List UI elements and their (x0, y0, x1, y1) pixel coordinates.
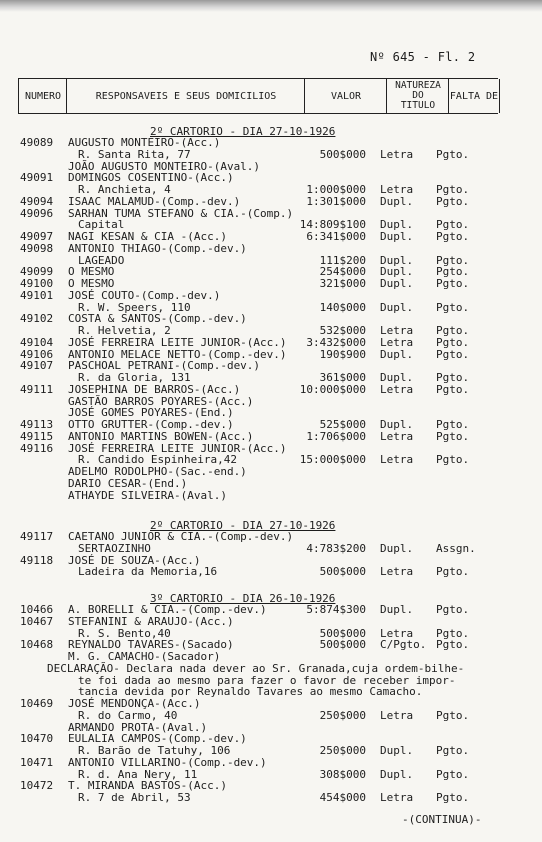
entry-number: 10471 (20, 755, 54, 769)
entry-nature: Dupl. (380, 347, 414, 361)
entry-description: O MESMO (68, 277, 115, 290)
entry-description: JOSEPHINA DE BARROS-(Acc.) (68, 382, 241, 396)
entry-reason: Pgto. (436, 418, 470, 431)
entry-reason: Pgto. (436, 347, 470, 361)
entry-number: 49107 (20, 359, 54, 373)
entry-reason: Pgto. (436, 194, 470, 208)
entry-nature: Dupl. (380, 767, 414, 781)
entry-reason: Pgto. (436, 603, 470, 616)
entry-reason: Pgto. (436, 371, 470, 384)
entry-reason: Pgto. (436, 218, 470, 232)
entry-nature: Letra (380, 626, 414, 640)
entry-description: AUGUSTO MONTEIRO-(Acc.) (68, 136, 221, 149)
entry-value: 3:432$000 (306, 335, 366, 349)
entry-description: JOÃO AUGUSTO MONTEIRO-(Aval.) (68, 159, 261, 173)
entry-description: JOSÉ GOMES POYARES-(End.) (68, 406, 234, 420)
entry-value: 6:341$000 (306, 230, 366, 243)
entry-description: O MESMO (68, 265, 115, 279)
entry-nature: Dupl. (380, 265, 414, 279)
entry-value: 250$000 (319, 744, 366, 757)
entry-number: 49104 (20, 335, 54, 349)
entry-number: 49115 (20, 429, 54, 443)
entry-value: 500$000 (319, 626, 366, 640)
entry-nature: Dupl. (380, 300, 414, 314)
entry-nature: Letra (380, 324, 414, 337)
entry-nature: Dupl. (380, 418, 414, 431)
entry-description: OTTO GRUTTER-(Comp.-dev.) (68, 418, 234, 431)
entry-number: 49097 (20, 230, 54, 243)
entry-description: R. d. Ana Nery, 11 (78, 767, 198, 781)
header-natureza-line3: TITULO (400, 100, 436, 111)
entry-number: 49113 (20, 418, 54, 431)
entry-description: REYNALDO TAVARES-(Sacado) (68, 638, 234, 652)
entry-number: 49091 (20, 171, 54, 185)
section-title: 2º CARTORIO - DIA 27-10-1926 (150, 125, 336, 138)
entry-reason: Pgto. (436, 791, 470, 804)
entry-reason: Pgto. (436, 382, 470, 396)
entry-number: 49099 (20, 265, 54, 279)
entry-reason: Pgto. (436, 565, 470, 579)
entry-number: 49100 (20, 277, 54, 290)
entry-reason: Assgn. (436, 541, 476, 555)
entry-nature: Letra (380, 453, 414, 467)
entry-reason: Pgto. (436, 744, 470, 757)
entry-reason: Pgto. (436, 183, 470, 196)
entry-description: M. G. CAMACHO-(Sacador) (68, 650, 221, 663)
entry-value: 15:000$000 (299, 453, 366, 467)
entry-description: JOSÉ DE SOUZA-(Acc.) (68, 553, 201, 567)
entry-value: 454$000 (319, 791, 366, 804)
entry-description: SARHAN TUMA STEFANO & CIA.-(Comp.) (68, 206, 294, 220)
entry-number: 49089 (20, 136, 54, 149)
entry-value: 140$000 (319, 300, 366, 314)
entry-nature: Letra (380, 147, 414, 161)
entry-description: Ladeira da Memoria,16 (78, 565, 218, 579)
header-responsaveis: RESPONSAVEIS E SEUS DOMICILIOS (66, 79, 305, 113)
entry-description: te foi dada ao mesmo para fazer o favor de receber impor- (78, 673, 456, 687)
entry-reason: Pgto. (436, 453, 470, 467)
entry-reason: Pgto. (436, 708, 470, 722)
entry-nature: Dupl. (380, 541, 414, 555)
entry-value: 1:301$000 (306, 194, 366, 208)
entry-description: ANTONIO VILLARINO-(Comp.-dev.) (68, 755, 267, 769)
entry-nature: Dupl. (380, 277, 414, 290)
entry-description: Capital (78, 218, 125, 232)
entry-number: 49098 (20, 241, 54, 255)
entry-description: A. BORELLI & CIA.-(Comp.-dev.) (68, 603, 267, 616)
entry-number: 49116 (20, 441, 54, 455)
entry-number: 49096 (20, 206, 54, 220)
entry-description: JOSÉ FERREIRA LEITE JUNIOR-(Acc.) (68, 335, 287, 349)
page-reference: Nº 645 - Fl. 2 (370, 50, 476, 64)
entry-reason: Pgto. (436, 767, 470, 781)
entry-description: R. W. Speers, 110 (78, 300, 191, 314)
entry-description: DECLARAÇÃO- Declara nada dever ao Sr. Granada,cuja ordem-bilhe- (47, 661, 465, 675)
entry-description: ANTONIO MARTINS BOWEN-(Acc.) (68, 429, 254, 443)
header-valor: VALOR (304, 79, 387, 113)
entry-nature: Letra (380, 565, 414, 579)
entry-number: 49102 (20, 312, 54, 326)
entry-description: tancia devida por Reynaldo Tavares ao mesmo Camacho. (78, 685, 423, 699)
section-title: 3º CARTORIO - DIA 26-10-1926 (150, 592, 336, 605)
entry-nature: Letra (380, 382, 414, 396)
entry-nature: Letra (380, 183, 414, 196)
entry-value: 361$000 (319, 371, 366, 384)
entry-reason: Pgto. (436, 265, 470, 279)
entry-description: NAGI KESAN & CIA -(Acc.) (68, 230, 227, 243)
header-falta: FALTA DE (448, 79, 500, 113)
entry-value: 10:000$000 (299, 382, 366, 396)
entry-description: SERTAOZINHO (78, 541, 151, 555)
entry-nature: Letra (380, 708, 414, 722)
entry-number: 10469 (20, 697, 54, 710)
entry-reason: Pgto. (436, 626, 470, 640)
entry-nature: Dupl. (380, 253, 414, 267)
entry-reason: Pgto. (436, 147, 470, 161)
entry-description: R. Candido Espinheira,42 (78, 453, 237, 467)
entry-nature: Dupl. (380, 603, 414, 616)
entry-description: ANTONIO THIAGO-(Comp.-dev.) (68, 241, 247, 255)
entry-number: 49111 (20, 382, 54, 396)
entry-nature: Dupl. (380, 230, 414, 243)
entry-value: 254$000 (319, 265, 366, 279)
entry-reason: Pgto. (436, 324, 470, 337)
entry-description: T. MIRANDA BASTOS-(Acc.) (68, 779, 227, 793)
entry-value: 190$900 (319, 347, 366, 361)
entry-description: R. Anchieta, 4 (78, 183, 171, 196)
entry-value: 1:706$000 (306, 429, 366, 443)
entry-description: PASCHOAL PETRANI-(Comp.-dev.) (68, 359, 261, 373)
entry-nature: Letra (380, 791, 414, 804)
entry-value: 4:783$200 (306, 541, 366, 555)
entry-description: COSTA & SANTOS-(Comp.-dev.) (68, 312, 247, 326)
entry-description: LAGEADO (78, 253, 125, 267)
entry-reason: Pgto. (436, 253, 470, 267)
entry-nature: Letra (380, 335, 414, 349)
entry-description: DOMINGOS COSENTINO-(Acc.) (68, 171, 234, 185)
entry-reason: Pgto. (436, 429, 470, 443)
entry-reason: Pgto. (436, 335, 470, 349)
entry-description: ADELMO RODOLPHO-(Sac.-end.) (68, 465, 247, 478)
header-natureza-line2: DO (412, 90, 424, 101)
entry-number: 10468 (20, 638, 54, 652)
entry-value: 500$000 (319, 565, 366, 579)
entry-description: R. S. Bento,40 (78, 626, 171, 640)
entry-nature: Dupl. (380, 218, 414, 232)
entry-description: JOSÉ MENDONÇA-(Acc.) (68, 697, 201, 710)
section-title: 2º CARTORIO - DIA 27-10-1926 (150, 519, 336, 532)
entry-description: ISAAC MALAMUD-(Comp.-dev.) (68, 194, 241, 208)
entry-description: R. da Gloria, 131 (78, 371, 191, 384)
entry-number: 10470 (20, 732, 54, 746)
entry-description: JOSÉ FERREIRA LEITE JUNIOR-(Acc.) (68, 441, 287, 455)
entry-value: 500$000 (319, 638, 366, 652)
entry-number: 49101 (20, 288, 54, 302)
entry-number: 10466 (20, 603, 54, 616)
entry-nature: Dupl. (380, 371, 414, 384)
continua-note: -(CONTINUA)- (402, 813, 482, 826)
entry-description: STEFANINI & ARAUJO-(Acc.) (68, 614, 234, 628)
entry-reason: Pgto. (436, 638, 470, 652)
entry-number: 49094 (20, 194, 54, 208)
entry-description: ANTONIO MELACE NETTO-(Comp.-dev.) (68, 347, 287, 361)
entry-description: R. Santa Rita, 77 (78, 147, 191, 161)
entry-nature: Dupl. (380, 194, 414, 208)
entry-value: 525$000 (319, 418, 366, 431)
entry-value: 308$000 (319, 767, 366, 781)
header-numero: NUMERO (18, 79, 67, 113)
entry-reason: Pgto. (436, 277, 470, 290)
entry-description: ARMANDO PROTA-(Aval.) (68, 720, 208, 734)
entry-nature: Dupl. (380, 744, 414, 757)
entry-description: R. 7 de Abril, 53 (78, 791, 191, 804)
entry-description: DARIO CESAR-(End.) (68, 476, 188, 490)
entry-number: 49106 (20, 347, 54, 361)
entry-value: 532$000 (319, 324, 366, 337)
entry-nature: C/Pgto. (380, 638, 427, 652)
entry-description: ATHAYDE SILVEIRA-(Aval.) (68, 488, 227, 502)
entry-description: JOSÉ COUTO-(Comp.-dev.) (68, 288, 221, 302)
entry-value: 111$200 (319, 253, 366, 267)
entry-number: 49117 (20, 530, 54, 543)
entry-description: R. Barão de Tatuhy, 106 (78, 744, 231, 757)
entry-number: 49118 (20, 553, 54, 567)
header-natureza-line1: NATUREZA (395, 80, 441, 91)
entry-reason: Pgto. (436, 230, 470, 243)
entry-value: 250$000 (319, 708, 366, 722)
entry-value: 500$000 (319, 147, 366, 161)
entry-value: 14:809$100 (299, 218, 366, 232)
entry-value: 5:874$300 (306, 603, 366, 616)
entry-description: EULALIA CAMPOS-(Comp.-dev.) (68, 732, 247, 746)
entry-number: 10472 (20, 779, 54, 793)
entry-description: CAETANO JUNIOR & CIA.-(Comp.-dev.) (68, 530, 294, 543)
entry-description: GASTÃO BARROS POYARES-(Acc.) (68, 394, 254, 408)
entry-description: R. Helvetia, 2 (78, 324, 171, 337)
entry-reason: Pgto. (436, 300, 470, 314)
entry-nature: Letra (380, 429, 414, 443)
entry-value: 1:000$000 (306, 183, 366, 196)
entry-number: 10467 (20, 614, 54, 628)
entry-description: R. do Carmo, 40 (78, 708, 178, 722)
entry-value: 321$000 (319, 277, 366, 290)
